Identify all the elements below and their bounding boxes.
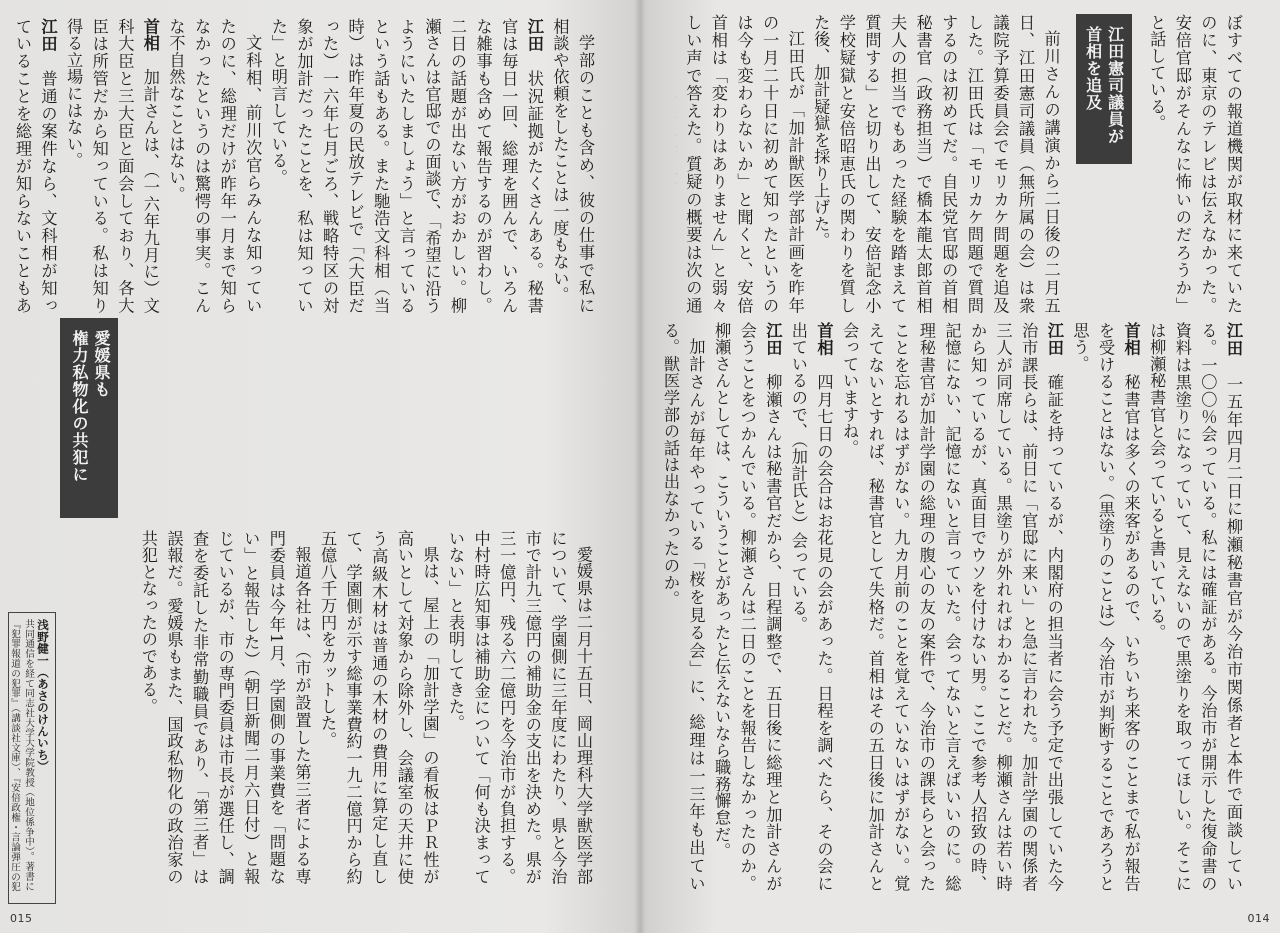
- paragraph: [660, 322, 709, 892]
- speaker-label: 首相: [140, 18, 160, 69]
- right-page-upper-text: [676, 14, 1246, 314]
- paragraph: [1144, 14, 1246, 314]
- heading-line: 江田憲司議員が: [1105, 26, 1125, 145]
- paragraph: [314, 530, 442, 885]
- speaker-label: 江田: [1224, 322, 1243, 376]
- page-014: [640, 0, 1280, 933]
- paragraph: [135, 530, 314, 885]
- speaker-label: 首相: [1121, 322, 1141, 374]
- paragraph-text: 一五年四月二日に柳瀬秘書官が今治市関係者と本件で面談している。一〇〇％会っている。私には確証がある。今治市が開示した復命書の資料は黒塗りになっていて、見えないので黒塗りを取ってほしい。そこには柳瀬秘書官と会っていると書いている。: [1147, 322, 1243, 892]
- left-page-lower-text: [60, 530, 596, 885]
- paragraph-text: 江田氏が「加計獣医学部計画を昨年の一月二十日に初めて知ったというのは今も変わらないか」と聞くと、安倍首相は「変わりはありません」と弱々しい声で答えた。質疑の概要は次の通: [683, 14, 805, 314]
- paragraph-text: 普通の案件なら、文科相が知っていることを総理が知らないこともあ: [12, 18, 58, 314]
- paragraph-text: 愛媛県は二月十五日、岡山理科大学獣医学部について、学園側に三年度にわたり、県と今治市で計九三億円の補助金の支出を決めた。県が三一億円、残る六二億円を今治市が負担する。中村時広知事は補助金について「何も決まっていない」と表明してきた。: [446, 530, 593, 885]
- paragraph-text: 秘書官は多くの来客があるので、いちいち来客のことまで私が報告を受けることはない。（黒塗りのことは）今治市が判断することであろうと思う。: [1070, 322, 1141, 892]
- speaker-label: 江田: [524, 18, 544, 71]
- paragraph: [442, 530, 596, 885]
- paragraph: [547, 18, 598, 314]
- paragraph-text: ぼすべての報道機関が取材に来ていたのに、東京のテレビは伝えなかった。安倍官邸がそんなに怖いのだろうか」と話している。: [1147, 14, 1243, 314]
- paragraph-text: 加計さんが毎年やっている「桜を見る会」に、総理は一三年も出ている。獣医学部の話は出なかったのか。: [660, 322, 706, 892]
- paragraph: [61, 18, 163, 314]
- paragraph: [1067, 322, 1144, 892]
- heading-line: 首相を追及: [1083, 26, 1103, 111]
- paragraph-text: 県は、屋上の「加計学園」の看板はＰＲ性が高いとして対象から除外し、会議室の天井に使う高級木材は普通の木材の費用に算定し直して、学園側が示す総事業費約一九二億円から約五億八千万円をカットした。: [318, 530, 440, 885]
- section-heading-eda: [1076, 14, 1132, 164]
- book-gutter: [634, 0, 646, 933]
- paragraph: [1144, 322, 1246, 892]
- speaker-label: 首相: [814, 322, 834, 374]
- paragraph-text: 学部のことも含め、彼の仕事で私に相談や依頼をしたことは一度もない。: [550, 18, 595, 314]
- paragraph: [163, 18, 265, 314]
- right-page-lower-text: [660, 322, 1246, 892]
- paragraph-text: 状況証拠がたくさんある。秘書官は毎日一回、総理を囲んで、いろんな雑事も含めて報告するのが習わし。二日の話題が出ない方がおかしい。柳瀬さんは官邸での面談で、「希望に沿うようにいたしましょう」と言っているという話もある。また馳浩文科相（当時）は昨年夏の民放テレビで「（大臣だった）一六年七月ごろ、戦略特区の対象が加計だったことを、私は知っていた」と明言している。: [268, 18, 544, 314]
- paragraph: [676, 14, 808, 314]
- section-heading-ehime: [60, 318, 118, 518]
- author-bio-text: 共同通信を経て同志社大学大学院教授（地位係争中）。著書に『犯罪報道の犯罪』（講談社文庫）、『安倍政権・言論弾圧の犯: [9, 619, 34, 892]
- page-number: 015: [10, 912, 33, 925]
- paragraph-text: 前川さんの講演から二日後の二月五日、江田憲司議員（無所属の会）は衆議院予算委員会でモリカケ問題を追及した。江田氏は「モリカケ問題で質問するのは初めてだ。自民党官邸の首相秘書官（政務担当）で橋本龍太郎首相夫人の担当でもあった経験を踏まえて質問する」と切り出して、安倍記念小学校疑獄と安倍昭恵氏の関わりを質した後、加計疑獄を採り上げた。: [811, 14, 1061, 314]
- speaker-label: 江田: [1044, 322, 1064, 374]
- paragraph-text: 文科相、前川次官らみんな知っていたのに、総理だけが昨年一月まで知らなかったというのは驚愕の事実。こんな不自然なことはない。: [166, 18, 263, 314]
- paragraph: [8, 18, 61, 314]
- paragraph-text: 加計さんは、（一六年九月に）文科大臣と三大臣と面会しており、各大臣は所管だから知っている。私は知り得る立場にはない。: [64, 18, 160, 314]
- author-bio-box: [8, 612, 56, 904]
- speaker-label: 江田: [763, 322, 783, 374]
- paragraph: [265, 18, 547, 314]
- paragraph-text: 柳瀬さんは秘書官だから、日程調整で、五日後に総理と加計さんが会うことをつかんでいる。柳瀬さんは二日のことを報告しなかったのか。柳瀬さんとしては、こういうことがあったと伝えないなら職務懈怠だ。: [712, 322, 783, 892]
- author-name: 浅野健一（あさのけんいち）: [36, 619, 50, 773]
- left-page-upper-text: [8, 18, 598, 314]
- paragraph: [785, 322, 836, 892]
- paragraph-text: 確証を持っているが、内閣府の担当者に会う予定で出張していた今治市課長らは、前日に「官邸に来い」と急に言われた。加計学園の関係者三人が同席している。黒塗りが外れればわかることだ。柳瀬さんは若い時から知っているが、真面目でウソを付けない男。ここで参考人招致の時、記憶にない、記憶にないと言っていた。会ってないと言えばいいのに。総理秘書官が加計学園の総理の腹心の友の案件で、今治市の課長らと会ったことを忘れるはずがない。九カ月前のことを覚えていないはずがない。覚えてないとすれば、秘書官として失格だ。首相はその五日後に加計さんと会っていますね。: [840, 322, 1064, 892]
- heading-line: 愛媛県も: [92, 330, 111, 398]
- paragraph: [808, 14, 1064, 314]
- paragraph: [837, 322, 1067, 892]
- paragraph: [709, 322, 786, 892]
- paragraph-text: 四月七日の会合はお花見の会があった。日程を調べたら、その会に出ているので、（加計氏と）会っている。: [788, 322, 834, 892]
- speaker-label: 江田: [38, 18, 58, 71]
- page-number: 014: [1247, 912, 1270, 925]
- paragraph-text: 報道各社は、（市が設置した第三者による専門委員は今年1月、学園側の事業費を「問題ない」と報告した）（朝日新聞二月六日付）と報じているが、市の専門委員は市長が選任し、調査を委託した非常勤職員であり、「第三者」は誤報だ。愛媛県もまた、国政私物化の政治家の共犯となったのである。: [138, 530, 312, 885]
- heading-line: 権力私物化の共犯に: [70, 330, 89, 483]
